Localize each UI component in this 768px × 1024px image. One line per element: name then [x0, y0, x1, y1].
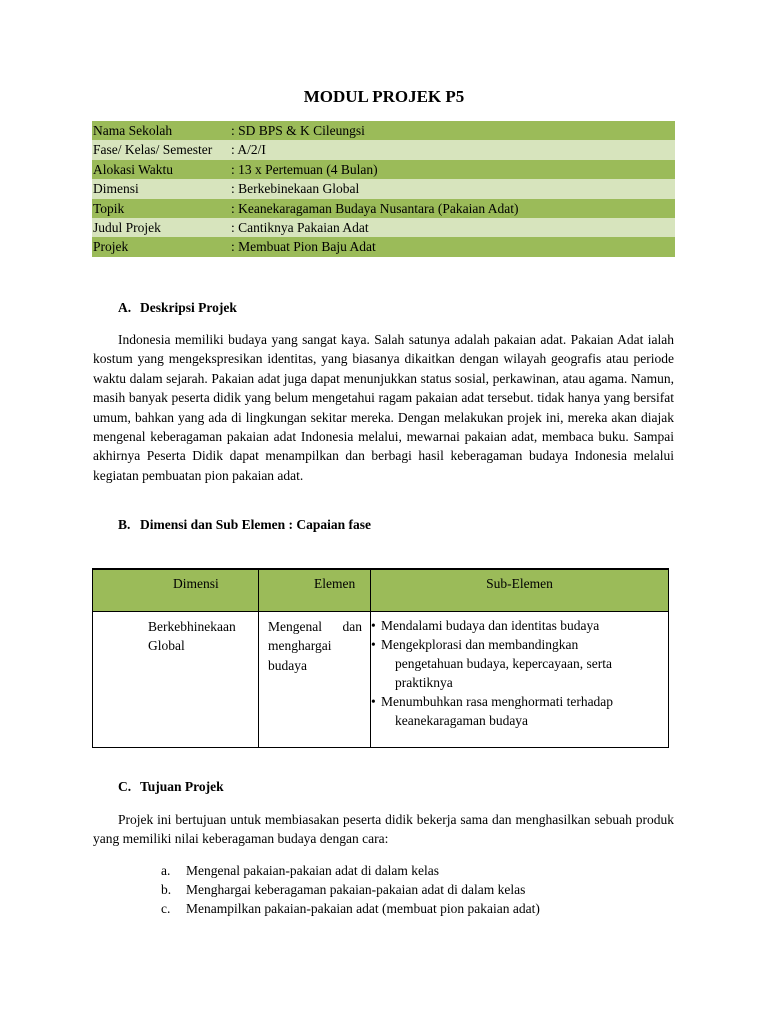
info-row	[92, 160, 675, 179]
info-value: : SD BPS & K Cileungsi	[231, 123, 365, 138]
info-value: : Keanekaragaman Budaya Nusantara (Pakaian Adat)	[231, 200, 519, 216]
section-b-title: Dimensi dan Sub Elemen : Capaian fase	[140, 517, 372, 532]
info-value: : A/2/I	[231, 142, 266, 158]
info-table	[92, 121, 675, 257]
info-label: Dimensi	[93, 181, 139, 197]
section-a-title: Deskripsi Projek	[140, 300, 237, 315]
bullet-icon: •	[371, 694, 376, 709]
list-item: • Mengekplorasi dan membandingkan pengetahuan budaya, kepercayaan, serta praktiknya	[371, 637, 613, 690]
header-dimensi: Dimensi	[93, 569, 259, 612]
info-row	[92, 237, 675, 256]
section-c-number: C.	[118, 779, 132, 794]
info-row	[92, 218, 675, 237]
sub-elemen-list	[371, 616, 668, 730]
dimension-table	[92, 568, 669, 748]
info-label: Judul Projek	[93, 219, 161, 235]
section-a-paragraph: Indonesia memiliki budaya yang sangat kaya. Salah satunya adalah pakaian adat. Pakaian Adat ialah kostum yang mengekspresikan identitas, yang biasanya dikaitkan dengan wilayah geografis atau periode waktu dalam sejarah. Pakaian adat juga dapat menunjukkan status sosial, perkawinan, atau agama. Namun, masih banyak peserta didik yang belum mengetahui ragam pakaian adat tersebut. tidak hanya yang bersifat umum, bahkan yang ada di lingkungan sekitar mereka. Dengan melakukan projek ini, mereka akan diajak mengenal keberagaman pakaian adat Indonesia melalui, mewarnai pakaian adat, membaca buku. Sampai akhirnya Peserta Didik dapat menampilkan dan berbagi hasil keberagaman budaya Indonesia melalui kegiatan pembuatan pion pakaian adat.	[93, 332, 674, 483]
info-value: : Membuat Pion Baju Adat	[231, 239, 376, 255]
info-row	[92, 140, 675, 159]
info-label: Projek	[93, 239, 129, 255]
list-item: • Menumbuhkan rasa menghormati terhadap keanekaragaman budaya	[371, 694, 614, 728]
table-row	[93, 612, 669, 748]
info-row	[92, 179, 675, 198]
info-row	[92, 121, 675, 140]
info-row	[92, 199, 675, 218]
list-item: a. Mengenal pakaian-pakaian adat di dalam kelas	[161, 863, 440, 878]
list-item: c. Menampilkan pakaian-pakaian adat (membuat pion pakaian adat)	[161, 901, 540, 917]
list-item: • Mendalami budaya dan identitas budaya	[371, 618, 600, 633]
objective-list	[161, 861, 540, 919]
cell-elemen: Mengenal dan menghargai budaya	[259, 612, 371, 748]
section-c-title: Tujuan Projek	[140, 779, 224, 794]
list-item: b. Menghargai keberagaman pakaian-pakaian adat di dalam kelas	[161, 882, 526, 898]
section-b-number: B.	[118, 517, 131, 532]
cell-sub-elemen	[371, 612, 669, 748]
info-label: Nama Sekolah	[93, 123, 173, 138]
info-value: : Cantiknya Pakaian Adat	[231, 219, 369, 235]
bullet-icon: •	[371, 637, 376, 652]
section-c-paragraph: Projek ini bertujuan untuk membiasakan peserta didik bekerja sama dan menghasilkan sebuah produk yang memiliki nilai keberagaman budaya dengan cara:	[93, 812, 674, 847]
info-label: Topik	[93, 200, 125, 216]
table-header-row	[93, 569, 669, 612]
header-sub-elemen: Sub-Elemen	[371, 569, 669, 612]
header-elemen: Elemen	[259, 569, 371, 612]
section-c-heading	[118, 779, 224, 795]
info-value: : Berkebinekaan Global	[231, 181, 360, 197]
bullet-icon: •	[371, 618, 376, 633]
info-value: : 13 x Pertemuan (4 Bulan)	[231, 161, 378, 177]
section-a-number: A.	[118, 300, 132, 315]
section-b-heading	[118, 517, 371, 533]
section-a-heading	[118, 300, 237, 316]
cell-dimensi: Berkebhinekaan Global	[93, 612, 259, 748]
page-title: MODUL PROJEK P5	[303, 87, 465, 106]
info-label: Alokasi Waktu	[93, 161, 174, 177]
info-label: Fase/ Kelas/ Semester	[93, 142, 213, 158]
